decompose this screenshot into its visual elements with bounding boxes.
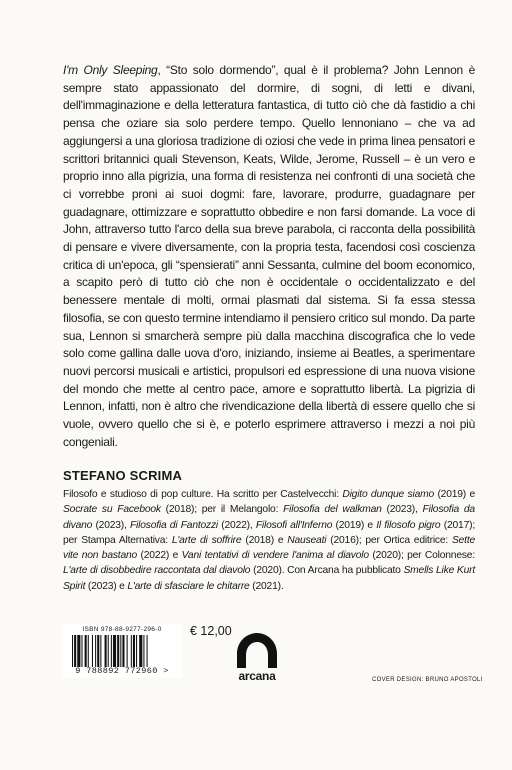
bio-text: (2023), bbox=[92, 519, 130, 531]
bio-book-title: Sette vite non bastano bbox=[63, 534, 476, 562]
bio-text: (2023) e bbox=[85, 580, 128, 592]
bio-text: (2022), bbox=[218, 519, 256, 531]
bio-text: (2023), bbox=[381, 504, 423, 516]
bio-text: (2020); per Colonnese: bbox=[368, 550, 475, 562]
bio-text: (2018); per il Melangolo: bbox=[160, 504, 284, 516]
bio-book-title: L'arte di disobbedire raccontata dal diavolo bbox=[63, 565, 251, 577]
bio-text: (2019) e bbox=[332, 519, 377, 531]
bio-book-title: Vani tentativi di vendere l'anima al diavolo bbox=[181, 550, 369, 562]
bio-book-title: L'arte di soffrire bbox=[171, 534, 242, 546]
bio-book-title: Nauseati bbox=[287, 534, 327, 546]
bio-book-title: Filosofia di Fantozzi bbox=[129, 519, 219, 531]
price: € 12,00 bbox=[190, 624, 232, 638]
back-cover-blurb bbox=[63, 62, 475, 451]
song-title: I'm Only Sleeping bbox=[63, 63, 158, 77]
bio-book-title: Socrate su Facebook bbox=[63, 504, 161, 516]
bio-book-title: Filosofia da divano bbox=[63, 504, 475, 531]
publisher-logo bbox=[231, 632, 283, 682]
bio-text: (2020). Con Arcana ha pubblicato bbox=[250, 565, 404, 577]
bio-book-title: Filosofia del walkman bbox=[283, 504, 382, 516]
bio-book-title: Filosofi all'Inferno bbox=[255, 519, 333, 531]
blurb-text: , “Sto solo dormendo”, qual è il problema? John Lennon è sempre stato appassionato del dormire, di sogni, di letti e divani, dell'immaginazione e della letteratura fantastica, di tutto ciò che dà fastidio a chi pensa che oziare sia solo perdere tempo. Quello lennoniano – che va ad aggiungersi a una gloriosa tradizione di oziosi che vede in prima linea pensatori e scrittori britannici quali Stevenson, Keats, Wilde, Jerome, Russell – è un vero e proprio inno alla pigrizia, una forma di resistenza nei confronti di una società che ci vorrebbe proni ai suoi dogmi: fare, lavorare, produrre, guadagnare per guadagnare, ottimizzare e soprattutto obbedire e non farsi domande. La voce di John, attraverso tutto l'arco della sua breve parabola, ci racconta della possibilità di pensare e vivere diversamente, con la propria testa, facendosi così coscienza critica di un'epoca, gli “spensierati” anni Sessanta, culmine del boom economico, a scapito però di tutto ciò che non è occidentale o occidentalizzato e del benessere mentale di molti, ormai plasmati dal sistema. Si fa essa stessa filosofia, se con questo termine intendiamo il pensiero critico sul mondo. Da parte sua, Lennon si smarcherà sempre più dalla macchina discografica che lo vede solo come gallina dalle uova d'oro, iniziando, insieme ai Beatles, a sperimentare nuovi percorsi musicali e artistici, propulsori ed espressione di una nuova visione del mondo che mette al centro pace, amore e soprattutto libertà. La pigrizia di Lennon, infatti, non è altro che rivendicazione della libertà di essere quello che si vuole, ovvero quello che si è, e poterlo esprimere attraverso i mezzi a noi più congeniali. bbox=[63, 63, 475, 449]
isbn-label: ISBN 978-88-9277-296-0 bbox=[82, 626, 162, 633]
bio-text: (2019) e bbox=[434, 489, 475, 500]
bio-text: (2016); per Ortica editrice: bbox=[326, 534, 452, 546]
bio-book-title: Smells Like Kurt Spirit bbox=[63, 565, 475, 592]
author-bio bbox=[63, 487, 475, 594]
arcana-arch-icon bbox=[235, 632, 279, 668]
bio-book-title: Il filosofo pigro bbox=[376, 519, 441, 531]
publisher-name: arcana bbox=[238, 669, 276, 683]
bio-text: (2017); per Stampa Alternativa: bbox=[63, 519, 475, 546]
cover-design-credit: COVER DESIGN: BRUNO APOSTOLI bbox=[372, 677, 483, 683]
bio-book-title: Digito dunque siamo bbox=[342, 489, 434, 500]
bio-text: (2021). bbox=[249, 580, 284, 592]
bio-text: (2018) e bbox=[241, 534, 288, 546]
ean-digits: 9 788892 772960 > bbox=[75, 666, 169, 676]
author-name: STEFANO SCRIMA bbox=[63, 468, 183, 483]
bio-book-title: L'arte di sfasciare le chitarre bbox=[127, 580, 250, 592]
bio-text: (2022) e bbox=[137, 550, 182, 562]
bio-text: Filosofo e studioso di pop culture. Ha scritto per Castelvecchi: bbox=[63, 489, 343, 500]
barcode-icon bbox=[62, 635, 182, 667]
